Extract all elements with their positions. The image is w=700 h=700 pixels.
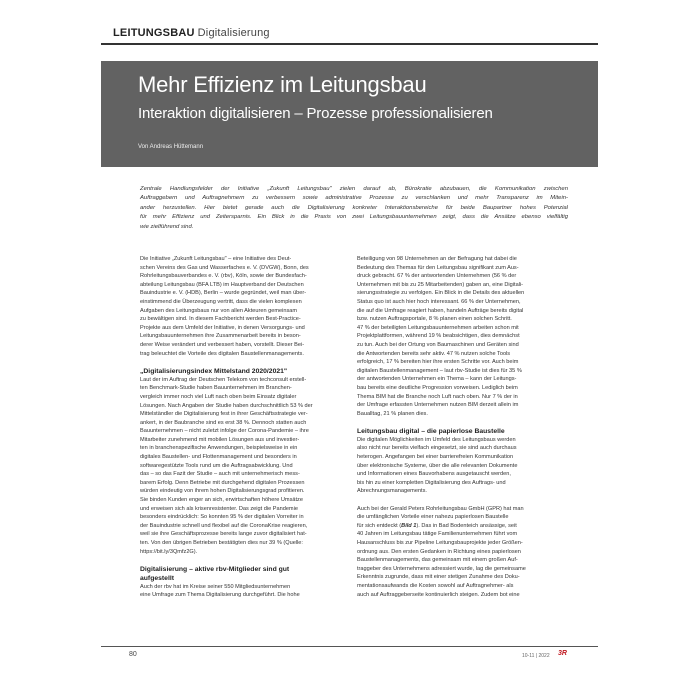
body-line: der Umfrage erfassten Unternehmen nutzen BIM derzeit allein im [357, 402, 519, 409]
body-line: Beteiligung von 98 Unternehmen an der Befragung hat dabei die [357, 256, 517, 262]
body-line: Mittelständler die Digitalisierung fest in ihrer Geschäftsstrategie ver- [140, 411, 308, 418]
article-title: Mehr Effizienz im Leitungsbau [138, 72, 427, 97]
body-line: Die digitalen Möglichkeiten im Umfeld des Leitungsbaus werden [357, 436, 516, 443]
body-line: derer Weise verändert und verbessert haben, vorstellt. Dieser Bei- [140, 341, 305, 348]
subheading-digitalisierungsindex: „Digitalisierungsindex Mittelstand 2020/2021" [140, 367, 288, 375]
body-line: also nicht nur bereits vielfach eingesetzt, sie sind auch durchaus [357, 445, 517, 452]
body-line: Bauindustrie e. V. (HDB), Berlin – wurde gegründet, weil man über- [140, 290, 307, 297]
body-line: Rohrleitungsbauverbandes e. V. (rbv), Köln, sowie der Bundesfach- [140, 273, 307, 280]
body-line: traggeber des Unternehmens adressiert wurde, lag die gemeinsame [357, 565, 526, 572]
body-line: trag beleuchtet die Vorteile des digitalen Baustellenmanagements. [140, 350, 304, 357]
body-line: sierungsstrategie zu verfolgen. Ein Blick in die Details des aktuellen [357, 290, 525, 297]
paragraph-gap [357, 418, 567, 427]
body-line: bis hin zu einer kompletten Digitalisierung des Auftrags- und [357, 479, 506, 486]
body-line: softwaregestützte Tools rund um die Auftragsabwicklung. Und [140, 462, 293, 469]
body-line: Sie binden Kunden enger an sich, erwirtschaften höhere Umsätze [140, 497, 303, 504]
body-line: Projektplattformen, während 19 % beabsichtigen, dies demnächst [357, 333, 520, 340]
header-rule [101, 43, 598, 45]
body-line: die auf die Umfrage reagiert haben, handeln Aufträge bereits digital [357, 307, 524, 314]
body-line: würden eindeutig von ihrem hohen Digitalisierungsgrad profitieren. [140, 488, 305, 495]
body-line: erfolgreich, 17 % bereiten hier ihre ersten Schritte vor. Auch beim [357, 359, 519, 366]
body-line: der Bauindustrie schnell und flexibel auf die CoronaKrise reagieren, [140, 522, 308, 529]
article-subtitle: Interaktion digitalisieren – Prozesse professionalisieren [138, 105, 493, 122]
lead-line: ander herzustellen. Hier bietet gerade auch die Digitalisierung konkreter Interaktionsbereiche für beide Baupartner hohes Potenzial [140, 204, 568, 211]
body-line: ankert, in der Baubranche sind es erst 38 %. Dennoch statten auch [140, 419, 307, 426]
study-paragraph [140, 376, 350, 556]
lead-line: für mehr Effizienz und Zeitersparnis. Ein Blick in die Praxis von zwei Leitungsbauunternehmen zeigt, dass die Ansätze ebenso vielfältig [140, 214, 568, 221]
figure-reference[interactable]: Bild 1 [401, 522, 417, 529]
body-text: ). Das in Bad Bodenteich ansässige, seit [416, 522, 517, 529]
body-line: Lösungen. Nach Angaben der Studie haben durchschnittlich 53 % der [140, 402, 313, 409]
lead-line: wie zielführend sind. [140, 223, 194, 230]
body-line: Bauunternehmen – nicht zuletzt infolge der Corona-Pandemie – ihre [140, 428, 309, 435]
page-number: 80 [129, 651, 137, 658]
body-line: besonders eindrücklich: So konnten 95 % der digitalen Vorreiter in [140, 514, 304, 521]
body-line: Mitarbeiter zunehmend mit mobilen Lösungen aus und investier- [140, 436, 300, 443]
body-line: Projekte aus dem Umfeld der Initiative, in denen Versorgungs- und [140, 324, 305, 331]
body-line: Thema BIM hat die Branche noch Luft nach oben. Nur 7 % der in [357, 393, 518, 400]
body-line: bau bereits eine deutliche Progression vorweisen. Lediglich beim [357, 384, 518, 391]
survey-paragraph [140, 583, 350, 600]
digital-options-paragraph [357, 436, 567, 496]
subheading-papierlose-baustelle: Leitungsbau digital – die papierlose Baustelle [357, 427, 505, 435]
paragraph-gap [140, 358, 350, 367]
body-line: das – so das Fazit der Studie – auch mit unternehmerisch mess- [140, 471, 300, 478]
body-line: bzw. nutzen Auftragsportale, 8 % planen einen solchen Schritt. [357, 316, 512, 323]
left-column [140, 255, 350, 600]
body-line: ordnung aus. Den ersten Gedanken in Richtung eines papierlosen [357, 548, 521, 555]
body-line: Erkenntnis zugrunde, dass mit einer stetigen Zunahme des Doku- [357, 574, 520, 581]
right-column [357, 255, 567, 599]
body-line: heterogen. Angefangen bei einer barrierefreien Kommunikation [357, 454, 514, 461]
body-line: einstimmend die Überzeugung vertritt, dass die vielen komplexen [140, 298, 302, 305]
logo-text: 3R [558, 650, 567, 657]
body-line: digitalen Baustellenmanagement – laut rbv-Studie ist dies für 35 % [357, 367, 522, 374]
body-line-with-figure-ref [357, 522, 567, 531]
body-line: https://bit.ly/3Qmfz2G). [140, 548, 198, 555]
body-line: eine Umfrage zum Thema Digitalisierung durchgeführt. Die hohe [140, 592, 300, 599]
body-line: mentationsaufwands die Kosten sowohl auf Auftragnehmer- als [357, 582, 514, 589]
body-line: über elektronische Systeme, über die alle relevanten Dokumente [357, 462, 518, 469]
body-line: Laut der im Auftrag der Deutschen Telekom von techconsult erstell- [140, 376, 307, 383]
article-byline: Von Andreas Hüttemann [138, 144, 204, 150]
body-line: zu bewältigen sind. In diesem Fachbericht werden Best-Practice- [140, 316, 301, 323]
body-line: zu tun. Auch bei der Ortung von Baumaschinen und Geräten sind [357, 341, 519, 348]
body-line: vergleich immer noch viel Luft nach oben beim Einsatz digitaler [140, 393, 297, 400]
section-name: LEITUNGSBAU [113, 27, 195, 39]
body-text: für sich entdeckt ( [357, 522, 402, 529]
body-line: ten in branchenspezifische Anwendungen, beispielsweise in ein [140, 445, 298, 452]
body-line: weil sie ihre Geschäftsprozesse bereits lange zuvor digitalisiert hat- [140, 531, 307, 538]
body-line: abteilung Leitungsbau (BFA LTB) im Hauptverband der Deutschen [140, 281, 304, 288]
body-line: Hausanschluss bis zur Pipeline Leitungsbauprojekte jeder Größen- [357, 540, 523, 546]
lead-line: Zentrale Handlungsfelder der Initiative „Zukunft Leitungsbau" zielen darauf ab, Bürokratie abzubauen, die Kommunikation zwischen [140, 186, 568, 192]
survey-results-paragraph [357, 255, 567, 418]
footer-rule [101, 646, 598, 647]
subheading-rbv-mitglieder: Digitalisierung – aktive rbv-Mitglieder sind gut [140, 565, 290, 573]
body-line: Leitungsbauunternehmen ihre Zusammenarbeit bereits in beson- [140, 333, 301, 340]
body-line: ten. Von den übrigen Betrieben bestätigten dies nur 39 % (Quelle: [140, 540, 303, 546]
body-line: Unternehmen mit bis zu 25 Mitarbeitenden) gaben an, eine Digitali- [357, 281, 524, 288]
section-label [113, 27, 270, 39]
body-line: die umfänglichen Vorteile einer nahezu papierlosen Baustelle [357, 514, 509, 521]
paragraph-gap [357, 496, 567, 505]
body-line: 40 Jahren im Leitungsbau tätige Familienunternehmen führt vom [357, 531, 518, 538]
intro-paragraph [140, 255, 350, 358]
magazine-logo [558, 650, 567, 657]
subheading-rbv-mitglieder-cont: aufgestellt [140, 574, 174, 582]
body-line: und Informationen eines Bauvorhabens ausgetauscht werden, [357, 471, 511, 478]
body-line: Baustellenmanagements, das gemeinsam mit einem großen Auf- [357, 557, 518, 564]
body-line: 47 % der beteiligten Leitungsbauunternehmen arbeiten schon mit [357, 324, 519, 331]
body-line: schen Vereins des Gas und Wasserfaches e. V. (DVGW), Bonn, des [140, 264, 309, 271]
paragraph-gap [140, 556, 350, 565]
lead-paragraph [140, 185, 568, 232]
body-line: Abrechnungsmanagements. [357, 488, 427, 495]
body-line: Baualltag, 21 % planen dies. [357, 410, 428, 417]
body-line: die Antwortenden bereits sehr aktiv. 47 % nutzen solche Tools [357, 350, 511, 357]
body-line: ten Benchmark-Studie haben Bauunternehmen im Branchen- [140, 385, 292, 392]
body-line: Auch der rbv hat im Kreise seiner 550 Mitgliedsunternehmen [140, 583, 291, 590]
body-line: Die Initiative „Zukunft Leitungsbau" – eine Initiative des Deut- [140, 256, 292, 262]
gpr-paragraph [357, 505, 567, 600]
body-line: Aufgaben des Leitungsbaus nur von allen Akteuren gemeinsam [140, 307, 298, 314]
issue-label: 10-11 | 2022 [522, 653, 550, 659]
body-line: Status quo ist auch hier hoch interessant. 66 % der Unternehmen, [357, 298, 521, 305]
body-line: und erweisen sich als krisenresistenter. Das zeigt die Pandemie [140, 505, 298, 512]
body-line: barem Erfolg. Denn Betriebe mit durchgehend digitalen Prozessen [140, 479, 305, 486]
body-line: der antwortenden Unternehmen ein Thema – kann der Leitungs- [357, 376, 517, 383]
body-line: auch auf Auftraggeberseite kontinuierlich steigen. Zudem bot eine [357, 591, 520, 598]
body-line: Bedeutung des Themas für den Leitungsbau signifikant zum Aus- [357, 264, 519, 271]
title-banner [101, 61, 598, 167]
body-line: druck gebracht. 67 % der antwortenden Unternehmen (56 % der [357, 273, 517, 280]
body-line: digitales Baustellen- und Flottenmanagement und besonders in [140, 454, 297, 461]
lead-line: Auftraggebern und Auftragnehmern zu verbessern sowie administrative Prozesse zu verschlanken und mehr Transparenz im Mitein- [140, 195, 568, 202]
body-line: Auch bei der Gerald Peters Rohrleitungsbau GmbH (GPR) hat man [357, 505, 524, 512]
subsection-name: Digitalisierung [197, 27, 270, 39]
